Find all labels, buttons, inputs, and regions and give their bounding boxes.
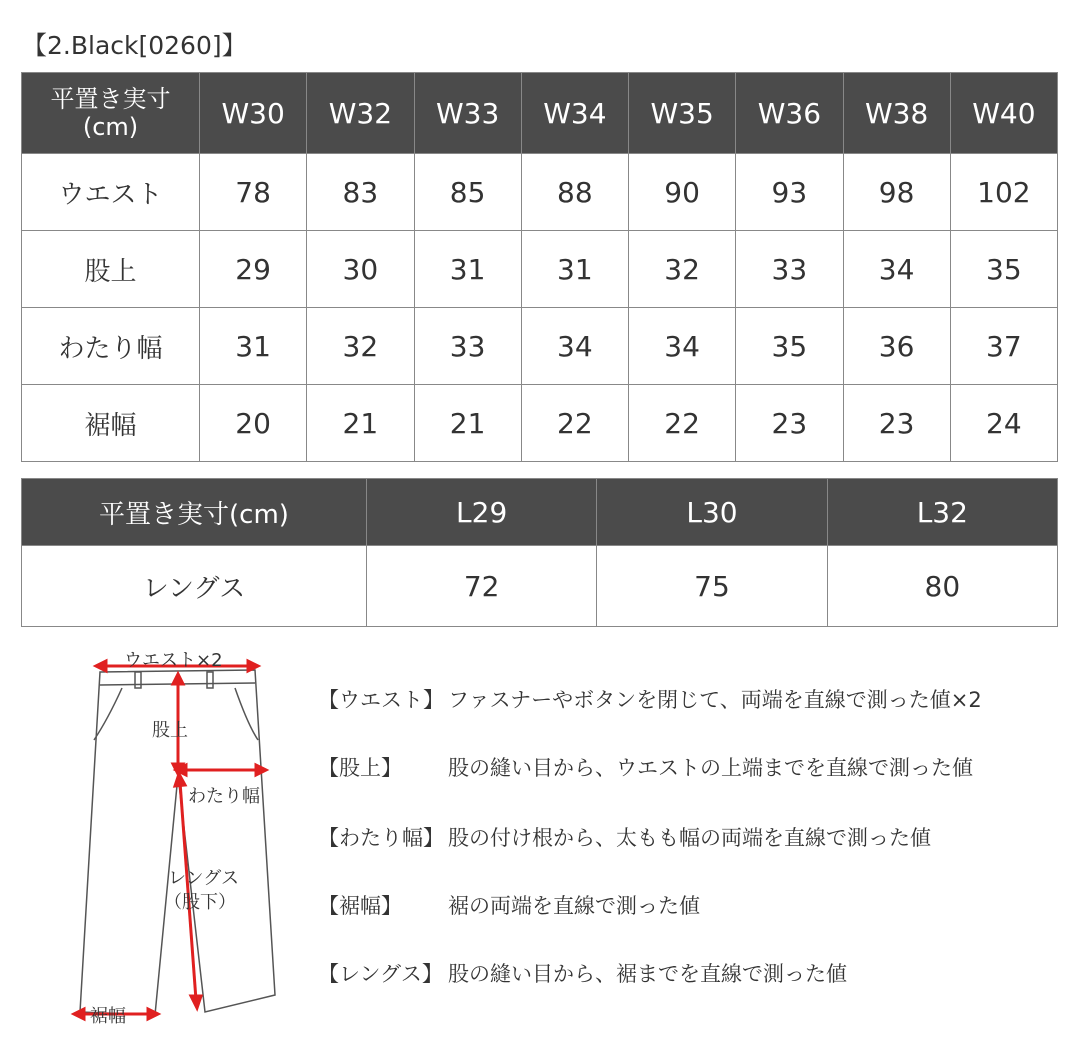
table-cell: 31 (200, 308, 307, 385)
definition-term: 【裾幅】 (318, 894, 402, 918)
definition-item (318, 752, 973, 782)
table-cell: 78 (200, 154, 307, 231)
table-row (22, 308, 1058, 385)
table-header-row (22, 73, 1058, 154)
product-color-title: 【2.Black[0260]】 (22, 31, 247, 60)
table-cell: 34 (629, 308, 736, 385)
definition-item (318, 822, 931, 852)
table-cell: 72 (367, 546, 597, 627)
diagram-label-length-sub: （股下） (164, 892, 236, 913)
table-cell: 35 (736, 308, 843, 385)
table-cell: 83 (307, 154, 414, 231)
pants-outline-icon (60, 640, 310, 1040)
table-cell: 31 (521, 231, 628, 308)
column-header: W33 (414, 73, 521, 154)
table-cell: 36 (843, 308, 950, 385)
table-cell: 20 (200, 385, 307, 462)
table-cell: 29 (200, 231, 307, 308)
table-row (22, 385, 1058, 462)
table-cell: 102 (950, 154, 1057, 231)
diagram-label-thigh: わたり幅 (188, 786, 260, 807)
row-label: 裾幅 (22, 385, 200, 462)
definition-text: 股の縫い目から、ウエストの上端までを直線で測った値 (448, 756, 973, 780)
definition-text: 裾の両端を直線で測った値 (448, 894, 700, 918)
definition-item (318, 890, 700, 920)
row-label: 股上 (22, 231, 200, 308)
table-cell: 34 (521, 308, 628, 385)
column-header: W32 (307, 73, 414, 154)
table-cell: 24 (950, 385, 1057, 462)
definition-term: 【レングス】 (318, 962, 443, 986)
table-cell: 80 (827, 546, 1057, 627)
table-row (22, 154, 1058, 231)
table-cell: 22 (629, 385, 736, 462)
table-row (22, 231, 1058, 308)
definition-text: ファスナーやボタンを閉じて、両端を直線で測った値×2 (448, 688, 982, 712)
table-header-row (22, 479, 1058, 546)
definition-item (318, 684, 982, 714)
table-cell: 34 (843, 231, 950, 308)
column-header: L29 (367, 479, 597, 546)
column-header: W30 (200, 73, 307, 154)
table-corner-header: 平置き実寸 (cm) (22, 73, 200, 154)
table-cell: 21 (414, 385, 521, 462)
column-header: L30 (597, 479, 827, 546)
table-cell: 75 (597, 546, 827, 627)
table-row (22, 546, 1058, 627)
table-cell: 32 (629, 231, 736, 308)
definition-term: 【ウエスト】 (318, 688, 444, 712)
table-cell: 31 (414, 231, 521, 308)
table-cell: 88 (521, 154, 628, 231)
column-header: L32 (827, 479, 1057, 546)
table-cell: 85 (414, 154, 521, 231)
length-size-table (21, 478, 1058, 627)
table-cell: 98 (843, 154, 950, 231)
table-cell: 35 (950, 231, 1057, 308)
row-label: ウエスト (22, 154, 200, 231)
definition-text: 股の縫い目から、裾までを直線で測った値 (448, 962, 847, 986)
column-header: W34 (521, 73, 628, 154)
table-cell: 33 (736, 231, 843, 308)
table-cell: 30 (307, 231, 414, 308)
table-cell: 22 (521, 385, 628, 462)
column-header: W38 (843, 73, 950, 154)
diagram-label-rise: 股上 (152, 720, 188, 741)
definition-text: 股の付け根から、太もも幅の両端を直線で測った値 (448, 826, 931, 850)
definition-term: 【わたり幅】 (318, 826, 444, 850)
row-label: レングス (22, 546, 367, 627)
table-cell: 33 (414, 308, 521, 385)
pants-measurement-diagram (60, 640, 310, 1040)
table-cell: 90 (629, 154, 736, 231)
table-corner-header: 平置き実寸(cm) (22, 479, 367, 546)
definition-item (318, 958, 847, 988)
definition-term: 【股上】 (318, 756, 402, 780)
diagram-label-waist: ウエスト×2 (124, 650, 223, 671)
column-header: W40 (950, 73, 1057, 154)
diagram-label-hem: 裾幅 (90, 1006, 126, 1027)
table-cell: 32 (307, 308, 414, 385)
column-header: W35 (629, 73, 736, 154)
row-label: わたり幅 (22, 308, 200, 385)
diagram-label-length: レングス (168, 868, 240, 889)
table-cell: 37 (950, 308, 1057, 385)
table-cell: 21 (307, 385, 414, 462)
waist-size-table (21, 72, 1058, 462)
table-cell: 23 (843, 385, 950, 462)
table-cell: 93 (736, 154, 843, 231)
table-cell: 23 (736, 385, 843, 462)
column-header: W36 (736, 73, 843, 154)
